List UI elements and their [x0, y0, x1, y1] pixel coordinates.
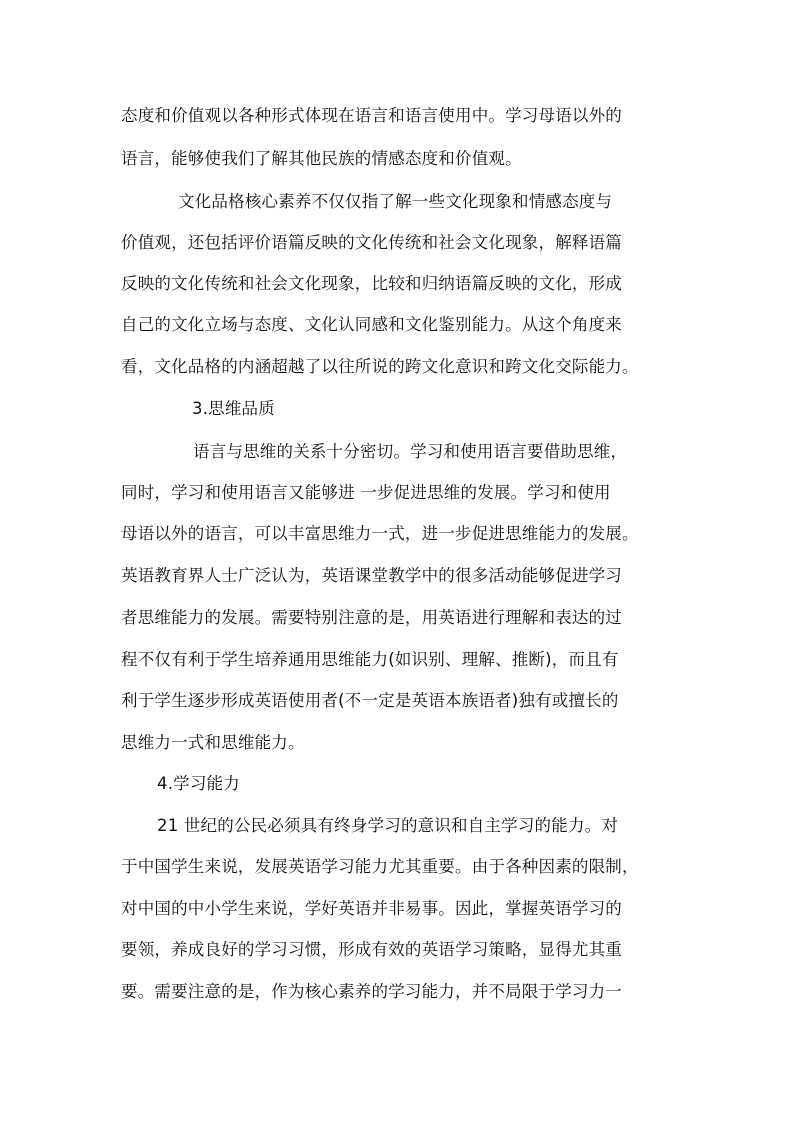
text-line: 21 世纪的公民必须具有终身学习的意识和自主学习的能力。对: [157, 816, 619, 835]
text-line: 语言与思维的关系十分密切。学习和使用语言要借助思维，: [193, 442, 628, 461]
section-heading: 4.学习能力: [157, 774, 240, 793]
text-line: 者思维能力的发展。需要特别注意的是，用英语进行理解和表达的过: [121, 608, 622, 627]
section-heading: 3.思维品质: [192, 399, 275, 418]
text-line: 价值观，还包括评价语篇反映的文化传统和社会文化现象，解释语篇: [121, 233, 622, 252]
text-line: 语言，能够使我们了解其他民族的情感态度和价值观。: [121, 149, 522, 168]
text-line: 母语以外的语言，可以丰富思维力一式，进一步促进思维能力的发展。: [121, 524, 639, 543]
text-line: 要。需要注意的是，作为核心素养的学习能力，并不局限于学习力一: [121, 982, 622, 1001]
text-line: 态度和价值观以各种形式体现在语言和语言使用中。学习母语以外的: [121, 106, 622, 125]
text-line: 程不仅有利于学生培养通用思维能力(如识别、理解、推断)，而且有: [121, 650, 619, 669]
text-line: 于中国学生来说，发展英语学习能力尤其重要。由于各种因素的限制，: [121, 857, 639, 876]
text-line: 看，文化品格的内涵超越了以往所说的跨文化意识和跨文化交际能力。: [121, 357, 639, 376]
text-line: 利于学生逐步形成英语使用者(不一定是英语本族语者)独有或擅长的: [121, 691, 619, 710]
text-line: 要领，养成良好的学习习惯，形成有效的英语学习策略，显得尤其重: [121, 940, 622, 959]
text-line: 英语教育界人士广泛认为，英语课堂教学中的很多活动能够促进学习: [121, 566, 622, 585]
text-line: 反映的文化传统和社会文化现象，比较和归纳语篇反映的文化，形成: [121, 274, 622, 293]
text-line: 文化品格核心素养不仅仅指了解一些文化现象和情感态度与: [178, 192, 613, 211]
text-line: 同时，学习和使用语言又能够进 一步促进思维的发展。学习和使用: [121, 483, 611, 502]
text-line: 自己的文化立场与态度、文化认同感和文化鉴别能力。从这个角度来: [121, 315, 622, 334]
text-line: 思维力一式和思维能力。: [121, 733, 305, 752]
text-line: 对中国的中小学生来说，学好英语并非易事。因此，掌握英语学习的: [121, 899, 622, 918]
